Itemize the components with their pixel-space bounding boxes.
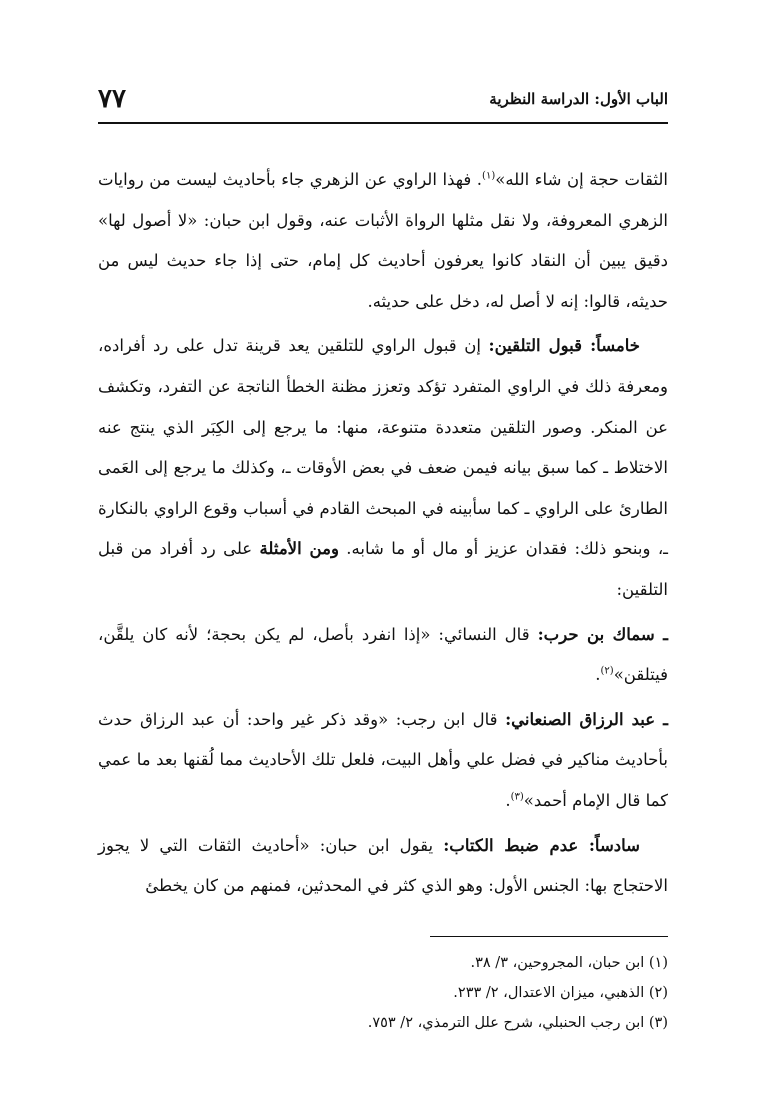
paragraph-4-text: قال ابن رجب: «وقد ذكر غير واحد: أن عبد الرزاق حدث بأحاديث مناكير في فضل علي وأهل البيت، فلعل تلك الأحاديث مما لُقنها بعد ما عمي كما قال الإمام أحمد» — [98, 709, 668, 810]
paragraph-1-start: الثقات حجة إن شاء الله» — [495, 170, 668, 189]
footnote-2: (٢) الذهبي، ميزان الاعتدال، ٢/ ٢٣٣. — [453, 985, 668, 1001]
paragraph-5-text: يقول ابن حبان: «أحاديث الثقات التي لا يجوز الاحتجاج بها: الجنس الأول: وهو الذي كثر في المحدثين، فمنهم من كان يخطئ — [98, 835, 668, 896]
footnotes — [98, 948, 668, 1038]
page-number: ٧٧ — [98, 84, 126, 114]
paragraph-1 — [98, 160, 668, 322]
paragraph-2-tail: على رد أفراد من قبل التلقين: — [98, 539, 668, 599]
footnote-1: (١) ابن حبان، المجروحين، ٣/ ٣٨. — [470, 955, 668, 971]
section-heading-6: سادساً: عدم ضبط الكتاب: — [443, 835, 640, 855]
narrator-name-simak: ـ سماك بن حرب: — [537, 624, 668, 644]
paragraph-3-text: قال النسائي: «إذا انفرد بأصل، لم يكن بحجة؛ لأنه كان يلقَّن، فيتلقن» — [98, 624, 668, 685]
footnote-separator — [430, 936, 668, 937]
paragraph-3-end: . — [595, 665, 601, 685]
paragraph-2 — [98, 326, 668, 610]
running-header — [98, 82, 668, 124]
paragraph-4 — [98, 700, 668, 822]
narrator-name-abdurrazzaq: ـ عبد الرزاق الصنعاني: — [505, 709, 668, 729]
main-text — [98, 160, 668, 907]
section-heading-5: خامساً: قبول التلقين: — [488, 336, 640, 356]
paragraph-2-text: إن قبول الراوي للتلقين يعد قرينة تدل على رد أفراده، ومعرفة ذلك في الراوي المتفرد تؤكد وتعزز مظنة الخطأ الناتجة عن التفرد، وتكشف عن المنكر. وصور التلقين متعددة متنوعة، منها: ما يرجع إلى الكِبَر الذي ينتج عنه الاختلاط ـ كما سبق بيانه فيمن ضعف في بعض الأوقات ـ، وكذلك ما يرجع إلى العَمى الطارئ على الراوي ـ كما سأبينه في المبحث القادم في أسباب وقوع الراوي بالنكارة ـ، وبنحو ذلك: فقدان عزيز أو مال أو ما شابه. — [98, 336, 669, 559]
chapter-title: الباب الأول: الدراسة النظرية — [489, 90, 668, 108]
paragraph-1-rest: . فهذا الراوي عن الزهري جاء بأحاديث ليست من روايات الزهري المعروفة، ولا نقل مثلها الرواة الأثبات عنه، وقول ابن حبان: «لا أصول لها» دقيق يبين أن النقاد كانوا يعرفون أحاديث كل إمام، حتى إذا جاء حديث ليس من حديثه، قالوا: إنه لا أصل له، دخل على حديثه. — [98, 170, 668, 311]
footnote-ref-3: (٣) — [510, 791, 524, 803]
paragraph-5 — [98, 826, 668, 907]
paragraph-4-end: . — [505, 790, 511, 810]
footnote-ref-2: (٢) — [600, 665, 614, 677]
paragraph-2-bold-phrase: ومن الأمثلة — [259, 539, 339, 559]
paragraph-3 — [98, 615, 668, 696]
footnote-ref-1: (١) — [482, 170, 496, 182]
footnote-3: (٣) ابن رجب الحنبلي، شرح علل الترمذي، ٢/ ٧٥٣. — [367, 1015, 668, 1031]
